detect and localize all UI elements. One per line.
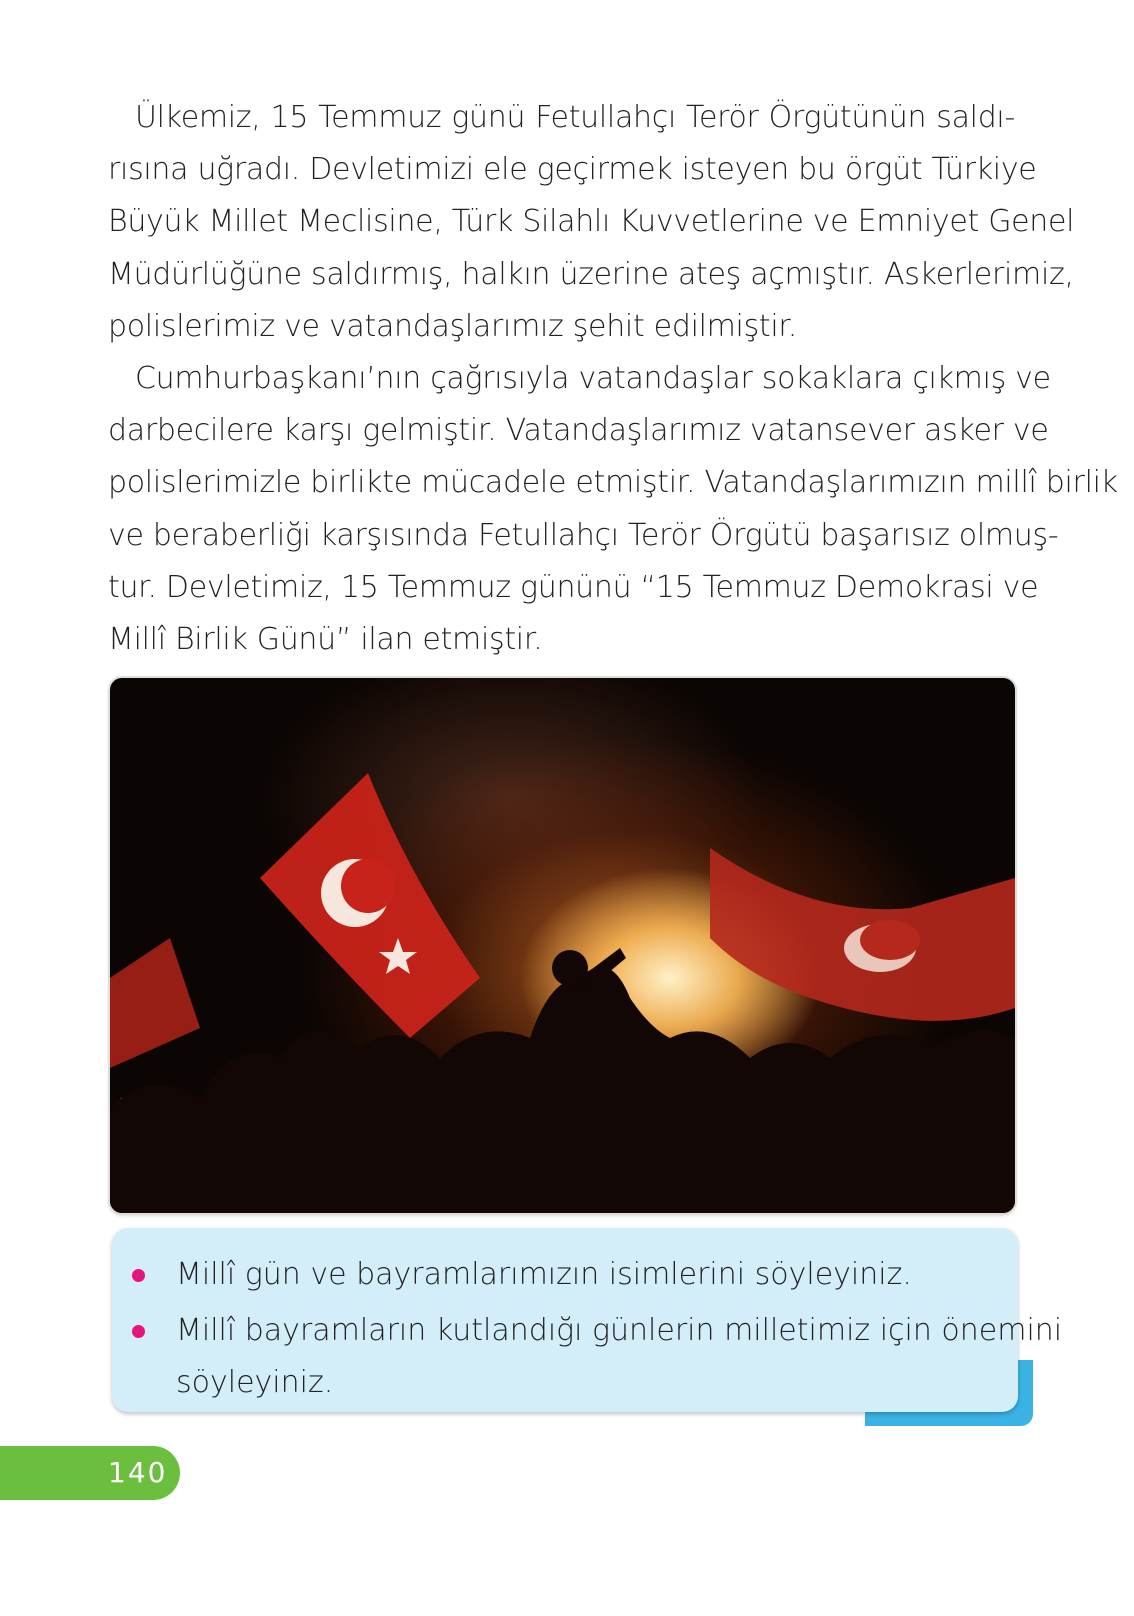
photo-crowd-with-flags [110,678,1015,1213]
bullet-icon [132,1325,145,1338]
text-line: rısına uğradı. Devletimizi ele geçirmek isteyen bu örgüt Türkiye [108,152,1037,188]
body-text [108,92,1118,666]
question-1: Millî gün ve bayramlarımızın isimlerini söyleyiniz. [176,1257,912,1292]
text-line: Büyük Millet Meclisine, Türk Silahlı Kuvvetlerine ve Emniyet Genel [108,204,1075,240]
text-line: darbecilere karşı gelmiştir. Vatandaşlarımız vatansever asker ve [108,413,1049,449]
text-line: tur. Devletimiz, 15 Temmuz gününü “15 Temmuz Demokrasi ve [108,569,1039,605]
page-number: 140 [0,1446,180,1500]
question-box [112,1228,1063,1412]
text-line: Ülkemiz, 15 Temmuz günü Fetullahçı Terör Örgütünün saldı- [135,100,1015,135]
text-line: polislerimiz ve vatandaşlarımız şehit edilmiştir. [108,308,797,344]
text-line: polislerimizle birlikte mücadele etmiştir. Vatandaşlarımızın millî birlik [108,465,1118,501]
text-line: Millî Birlik Günü” ilan etmiştir. [108,621,543,657]
bullet-icon [132,1269,145,1282]
question-2: Millî bayramların kutlandığı günlerin milletimiz için önemini [176,1313,1063,1348]
question-2-cont: söyleyiniz. [176,1365,334,1400]
photo-illustration [110,678,1015,1213]
text-line: ve beraberliği karşısında Fetullahçı Terör Örgütü başarısız olmuş- [108,517,1059,553]
text-line: Müdürlüğüne saldırmış, halkın üzerine ateş açmıştır. Askerlerimiz, [108,256,1074,292]
text-line: Cumhurbaşkanı’nın çağrısıyla vatandaşlar sokaklara çıkmış ve [135,360,1051,396]
